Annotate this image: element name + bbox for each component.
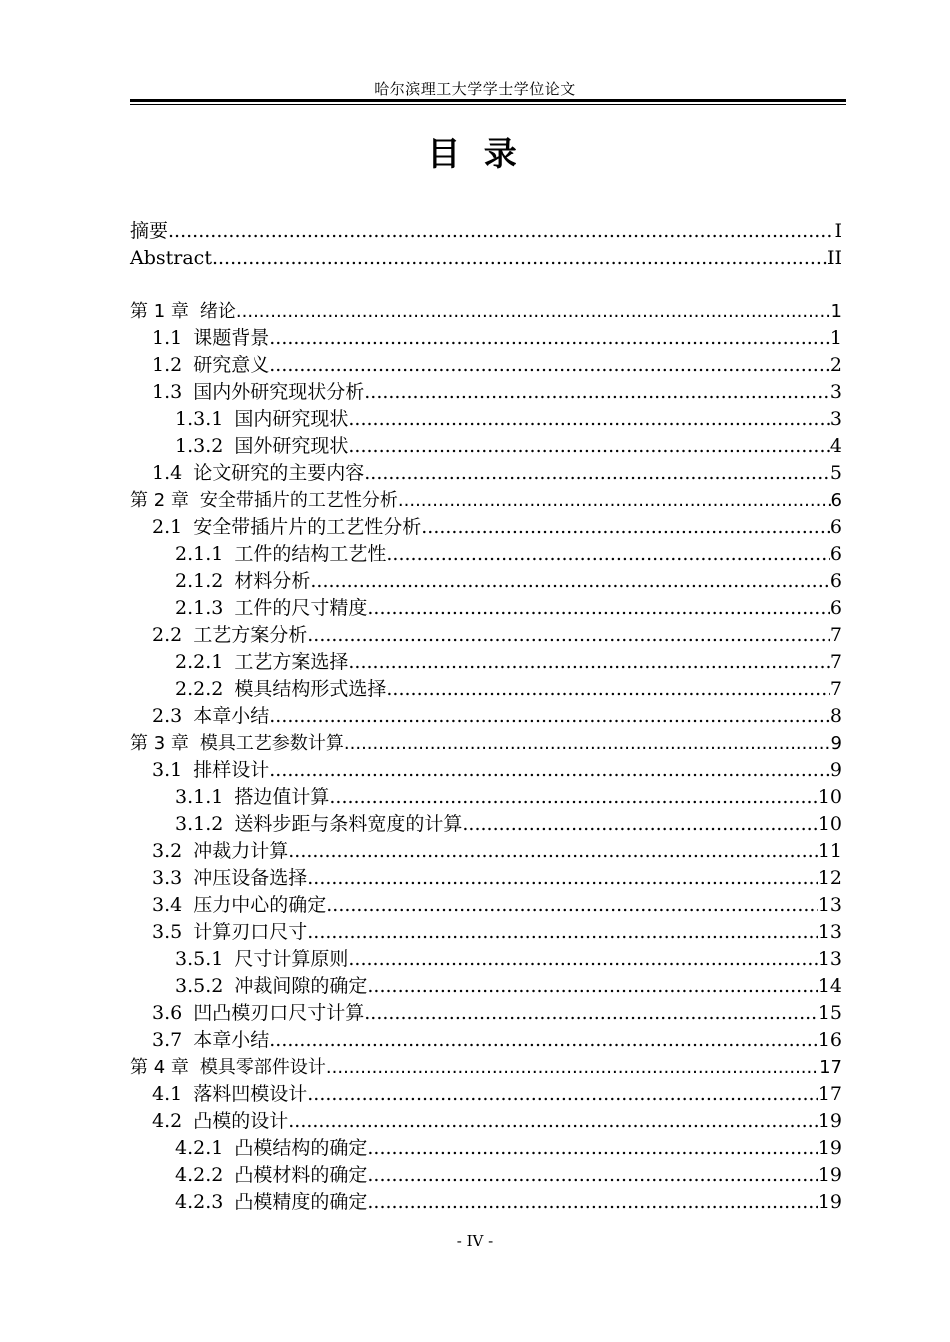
dot-leader xyxy=(288,838,818,865)
toc-section-entry[interactable] xyxy=(130,946,842,973)
toc-entry-page: 1 xyxy=(829,327,842,349)
toc-section-entry[interactable] xyxy=(130,973,842,1000)
toc-entry-number: 3.6 xyxy=(152,1002,183,1024)
dot-leader xyxy=(269,352,830,379)
dot-leader xyxy=(367,595,830,622)
toc-section-entry[interactable] xyxy=(130,1162,842,1189)
dot-leader xyxy=(307,865,818,892)
dot-leader xyxy=(364,1000,818,1027)
toc-entry-label: 凸模结构的确定 xyxy=(234,1137,368,1159)
toc-entry-number: 2.1.2 xyxy=(175,570,224,592)
toc-entry-page: 17 xyxy=(819,1057,842,1078)
toc-entry-number: 4.2.1 xyxy=(175,1137,224,1159)
dot-leader xyxy=(367,1189,817,1216)
toc-entry-label: 本章小结 xyxy=(193,1029,270,1051)
toc-entry-page: 6 xyxy=(829,543,842,565)
toc-chapter-entry[interactable] xyxy=(130,1054,842,1081)
dot-leader xyxy=(310,568,830,595)
toc-entry-page: I xyxy=(834,220,842,242)
table-of-contents xyxy=(130,218,842,1216)
dot-leader xyxy=(326,892,818,919)
toc-entry-page: 13 xyxy=(817,948,842,970)
toc-entry-page: 6 xyxy=(830,490,842,511)
toc-entry-number: 3.1 xyxy=(152,759,183,781)
toc-entry-number: 1.2 xyxy=(152,354,183,376)
toc-entry-page: 13 xyxy=(817,921,842,943)
toc-entry-page: 7 xyxy=(829,624,842,646)
dot-leader xyxy=(168,218,834,245)
toc-entry-number: 第 3 章 xyxy=(130,733,189,754)
dot-leader xyxy=(269,325,830,352)
toc-chapter-entry[interactable] xyxy=(130,730,842,757)
toc-entry-page: 3 xyxy=(829,381,842,403)
toc-entry-number: 4.1 xyxy=(152,1083,183,1105)
toc-chapter-entry[interactable] xyxy=(130,298,842,325)
toc-entry-number: 3.5.2 xyxy=(175,975,224,997)
toc-entry-page: 9 xyxy=(829,759,842,781)
toc-section-entry[interactable] xyxy=(130,433,842,460)
toc-entry-number: 3.3 xyxy=(152,867,183,889)
toc-section-entry[interactable] xyxy=(130,352,842,379)
toc-entry-number: 4.2.3 xyxy=(175,1191,224,1213)
dot-leader xyxy=(364,379,830,406)
toc-entry-label: 压力中心的确定 xyxy=(193,894,327,916)
dot-leader xyxy=(307,1081,818,1108)
dot-leader xyxy=(269,703,830,730)
toc-entry-number: 4.2.2 xyxy=(175,1164,224,1186)
toc-entry-label: 计算刃口尺寸 xyxy=(193,921,308,943)
toc-entry-label: 模具零部件设计 xyxy=(199,1057,326,1078)
toc-entry-label: 本章小结 xyxy=(193,705,270,727)
dot-leader xyxy=(269,757,830,784)
dot-leader xyxy=(236,298,831,325)
dot-leader xyxy=(269,1027,818,1054)
toc-section-entry[interactable] xyxy=(130,622,842,649)
dot-leader xyxy=(288,1108,818,1135)
toc-entry-page: II xyxy=(826,247,842,269)
dot-leader xyxy=(364,460,830,487)
toc-entry-label: 绪论 xyxy=(199,301,236,322)
toc-entry-label: 模具结构形式选择 xyxy=(234,678,387,700)
toc-entry-number: 3.2 xyxy=(152,840,183,862)
toc-entry-number: 1.3 xyxy=(152,381,183,403)
toc-section-entry[interactable] xyxy=(130,1000,842,1027)
toc-section-entry[interactable] xyxy=(130,1189,842,1216)
toc-entry-page: 19 xyxy=(817,1191,842,1213)
dot-leader xyxy=(398,487,831,514)
toc-entry-label: 国外研究现状 xyxy=(234,435,349,457)
toc-entry-label: 凹凸模刃口尺寸计算 xyxy=(193,1002,365,1024)
dot-leader xyxy=(367,973,817,1000)
toc-entry-number: 2.1.3 xyxy=(175,597,224,619)
toc-section-entry[interactable] xyxy=(130,325,842,352)
dot-leader xyxy=(307,622,830,649)
toc-entry-number: 1.3.1 xyxy=(175,408,224,430)
toc-entry-label: 论文研究的主要内容 xyxy=(193,462,365,484)
toc-entry-label: 凸模的设计 xyxy=(193,1110,289,1132)
toc-entry-number: 1.1 xyxy=(152,327,183,349)
toc-entry-page: 6 xyxy=(829,570,842,592)
toc-entry-number: 第 2 章 xyxy=(130,490,189,511)
toc-entry-page: 10 xyxy=(817,786,842,808)
toc-entry-abstract-en[interactable] xyxy=(130,245,842,272)
toc-section-entry[interactable] xyxy=(130,784,842,811)
toc-entry-page: 2 xyxy=(829,354,842,376)
toc-entries xyxy=(130,298,842,1216)
toc-entry-page: 7 xyxy=(829,678,842,700)
toc-entry-page: 3 xyxy=(829,408,842,430)
toc-entry-number: 4.2 xyxy=(152,1110,183,1132)
toc-entry-page: 8 xyxy=(829,705,842,727)
toc-entry-label: 冲压设备选择 xyxy=(193,867,308,889)
toc-section-entry[interactable] xyxy=(130,568,842,595)
toc-section-entry[interactable] xyxy=(130,838,842,865)
toc-entry-label: 摘要 xyxy=(130,220,169,242)
toc-entry-number: 3.5.1 xyxy=(175,948,224,970)
toc-entry-number: 2.3 xyxy=(152,705,183,727)
toc-entry-label: 研究意义 xyxy=(193,354,270,376)
toc-entry-number: 3.1.1 xyxy=(175,786,224,808)
toc-section-entry[interactable] xyxy=(130,406,842,433)
toc-entry-number: 3.1.2 xyxy=(175,813,224,835)
toc-entry-label: 工件的结构工艺性 xyxy=(234,543,387,565)
toc-entry-page: 17 xyxy=(817,1083,842,1105)
toc-entry-label: 搭边值计算 xyxy=(234,786,330,808)
toc-entry-label: 尺寸计算原则 xyxy=(234,948,349,970)
toc-entry-label: 凸模精度的确定 xyxy=(234,1191,368,1213)
toc-entry-number: 1.3.2 xyxy=(175,435,224,457)
running-header: 哈尔滨理工大学学士学位论文 xyxy=(374,80,576,98)
dot-leader xyxy=(348,649,830,676)
toc-section-entry[interactable] xyxy=(130,703,842,730)
toc-section-entry[interactable] xyxy=(130,541,842,568)
toc-section-entry[interactable] xyxy=(130,892,842,919)
toc-entry-label: 工艺方案选择 xyxy=(234,651,349,673)
dot-leader xyxy=(348,946,817,973)
toc-entry-page: 14 xyxy=(817,975,842,997)
dot-leader xyxy=(212,245,827,272)
header-rule-thin xyxy=(130,104,846,105)
toc-entry-number: 3.7 xyxy=(152,1029,183,1051)
toc-entry-label: 模具工艺参数计算 xyxy=(199,733,344,754)
toc-section-entry[interactable] xyxy=(130,865,842,892)
dot-leader xyxy=(386,541,830,568)
toc-entry-label: 工艺方案分析 xyxy=(193,624,308,646)
toc-entry-number: 1.4 xyxy=(152,462,183,484)
dot-leader xyxy=(307,919,818,946)
page-number: - IV - xyxy=(456,1232,494,1250)
toc-entry-page: 4 xyxy=(829,435,842,457)
toc-entry-page: 13 xyxy=(817,894,842,916)
toc-entry-number: 2.1 xyxy=(152,516,183,538)
toc-entry-label: 国内外研究现状分析 xyxy=(193,381,365,403)
toc-section-entry[interactable] xyxy=(130,1108,842,1135)
toc-section-entry[interactable] xyxy=(130,595,842,622)
toc-entry-number: 3.4 xyxy=(152,894,183,916)
toc-section-entry[interactable] xyxy=(130,514,842,541)
toc-entry-label: 安全带插片片的工艺性分析 xyxy=(193,516,422,538)
toc-entry-page: 7 xyxy=(829,651,842,673)
toc-entry-label: 冲裁间隙的确定 xyxy=(234,975,368,997)
toc-entry-label: 工件的尺寸精度 xyxy=(234,597,368,619)
toc-spacer xyxy=(130,272,842,298)
toc-entry-number: 2.2.1 xyxy=(175,651,224,673)
toc-entry-page: 6 xyxy=(829,597,842,619)
toc-entry-label: 排样设计 xyxy=(193,759,270,781)
toc-section-entry[interactable] xyxy=(130,811,842,838)
dot-leader xyxy=(329,784,817,811)
toc-section-entry[interactable] xyxy=(130,919,842,946)
toc-entry-label: 冲裁力计算 xyxy=(193,840,289,862)
toc-entry-abstract-cn[interactable] xyxy=(130,218,842,245)
toc-entry-page: 16 xyxy=(817,1029,842,1051)
toc-entry-page: 19 xyxy=(817,1137,842,1159)
toc-entry-page: 5 xyxy=(829,462,842,484)
toc-entry-number: 第 1 章 xyxy=(130,301,189,322)
toc-section-entry[interactable] xyxy=(130,1081,842,1108)
dot-leader xyxy=(326,1054,819,1081)
toc-entry-page: 6 xyxy=(829,516,842,538)
dot-leader xyxy=(344,730,831,757)
toc-entry-page: 1 xyxy=(830,301,842,322)
toc-entry-number: 2.1.1 xyxy=(175,543,224,565)
toc-section-entry[interactable] xyxy=(130,757,842,784)
dot-leader xyxy=(348,406,830,433)
dot-leader xyxy=(348,433,830,460)
toc-entry-number: 3.5 xyxy=(152,921,183,943)
toc-entry-page: 15 xyxy=(817,1002,842,1024)
toc-entry-label: Abstract xyxy=(130,247,212,269)
toc-entry-page: 19 xyxy=(817,1110,842,1132)
toc-entry-label: 材料分析 xyxy=(234,570,311,592)
toc-section-entry[interactable] xyxy=(130,1135,842,1162)
toc-chapter-entry[interactable] xyxy=(130,487,842,514)
toc-entry-label: 课题背景 xyxy=(193,327,270,349)
toc-entry-number: 2.2.2 xyxy=(175,678,224,700)
toc-entry-page: 10 xyxy=(817,813,842,835)
toc-title: 目 录 xyxy=(427,134,523,173)
toc-entry-page: 12 xyxy=(817,867,842,889)
toc-entry-page: 19 xyxy=(817,1164,842,1186)
toc-section-entry[interactable] xyxy=(130,460,842,487)
toc-entry-label: 送料步距与条料宽度的计算 xyxy=(234,813,463,835)
toc-entry-label: 安全带插片的工艺性分析 xyxy=(199,490,398,511)
toc-entry-page: 11 xyxy=(817,840,842,862)
toc-section-entry[interactable] xyxy=(130,1027,842,1054)
toc-entry-label: 凸模材料的确定 xyxy=(234,1164,368,1186)
dot-leader xyxy=(367,1135,817,1162)
toc-entry-label: 落料凹模设计 xyxy=(193,1083,308,1105)
toc-section-entry[interactable] xyxy=(130,676,842,703)
toc-entry-page: 9 xyxy=(830,733,842,754)
toc-section-entry[interactable] xyxy=(130,649,842,676)
toc-section-entry[interactable] xyxy=(130,379,842,406)
header-rule-thick xyxy=(130,99,846,102)
toc-entry-number: 第 4 章 xyxy=(130,1057,189,1078)
dot-leader xyxy=(367,1162,817,1189)
toc-entry-number: 2.2 xyxy=(152,624,183,646)
dot-leader xyxy=(386,676,830,703)
dot-leader xyxy=(421,514,830,541)
toc-entry-label: 国内研究现状 xyxy=(234,408,349,430)
dot-leader xyxy=(462,811,817,838)
